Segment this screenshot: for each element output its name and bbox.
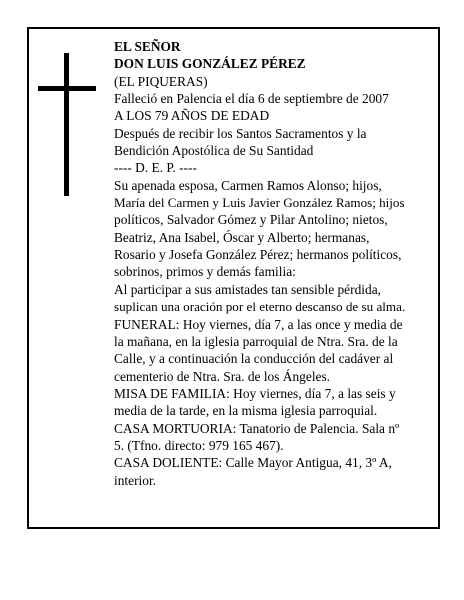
- family-line: Beatriz, Ana Isabel, Óscar y Alberto; hermanas,: [114, 229, 370, 245]
- funeral-line: FUNERAL: Hoy viernes, día 7, a las once y media de: [114, 316, 403, 332]
- name-heading: EL SEÑOR: [114, 39, 181, 54]
- family-line: Rosario y Josefa González Pérez; hermanos políticos,: [114, 247, 402, 263]
- rip-line: ---- D. E. P. ----: [114, 160, 197, 176]
- request-line: suplican una oración por el eterno descanso de su alma.: [114, 299, 406, 315]
- age-line: A LOS 79 AÑOS DE EDAD: [114, 108, 270, 124]
- nickname: (EL PIQUERAS): [114, 73, 208, 89]
- family-line: Su apenada esposa, Carmen Ramos Alonso; hijos,: [114, 177, 382, 193]
- cross-vertical-bar: [64, 53, 69, 196]
- cross-horizontal-bar: [38, 86, 96, 91]
- mourning-house-line: interior.: [114, 472, 157, 488]
- mourning-house-line: CASA DOLIENTE: Calle Mayor Antigua, 41, 3º A,: [114, 455, 392, 471]
- death-notice: Falleció en Palencia el día 6 de septiembre de 2007: [114, 91, 389, 107]
- funeral-line: la mañana, en la iglesia parroquial de Ntra. Sra. de la: [114, 333, 398, 349]
- funeral-line: Calle, y a continuación la conducción del cadáver al: [114, 351, 394, 367]
- family-line: María del Carmen y Luis Javier González Ramos; hijos: [114, 195, 405, 211]
- family-mass-line: media de la tarde, en la misma iglesia parroquial.: [114, 403, 378, 419]
- family-mass-line: MISA DE FAMILIA: Hoy viernes, día 7, a las seis y: [114, 385, 396, 401]
- deceased-name: DON LUIS GONZÁLEZ PÉREZ: [114, 56, 306, 72]
- funeral-home-line: 5. (Tfno. directo: 979 165 467).: [114, 437, 284, 453]
- funeral-home-line: CASA MORTUORIA: Tanatorio de Palencia. Sala nº: [114, 420, 400, 436]
- request-line: Al participar a sus amistades tan sensible pérdida,: [114, 281, 381, 297]
- family-line: políticos, Salvador Gómez y Pilar Antolino; nietos,: [114, 212, 388, 228]
- sacraments-line: Bendición Apostólica de Su Santidad: [114, 143, 314, 159]
- sacraments-line: Después de recibir los Santos Sacramentos y la: [114, 125, 367, 141]
- funeral-line: cementerio de Ntra. Sra. de los Ángeles.: [114, 368, 331, 384]
- family-line: sobrinos, primos y demás familia:: [114, 264, 296, 280]
- obituary-text: [114, 38, 406, 489]
